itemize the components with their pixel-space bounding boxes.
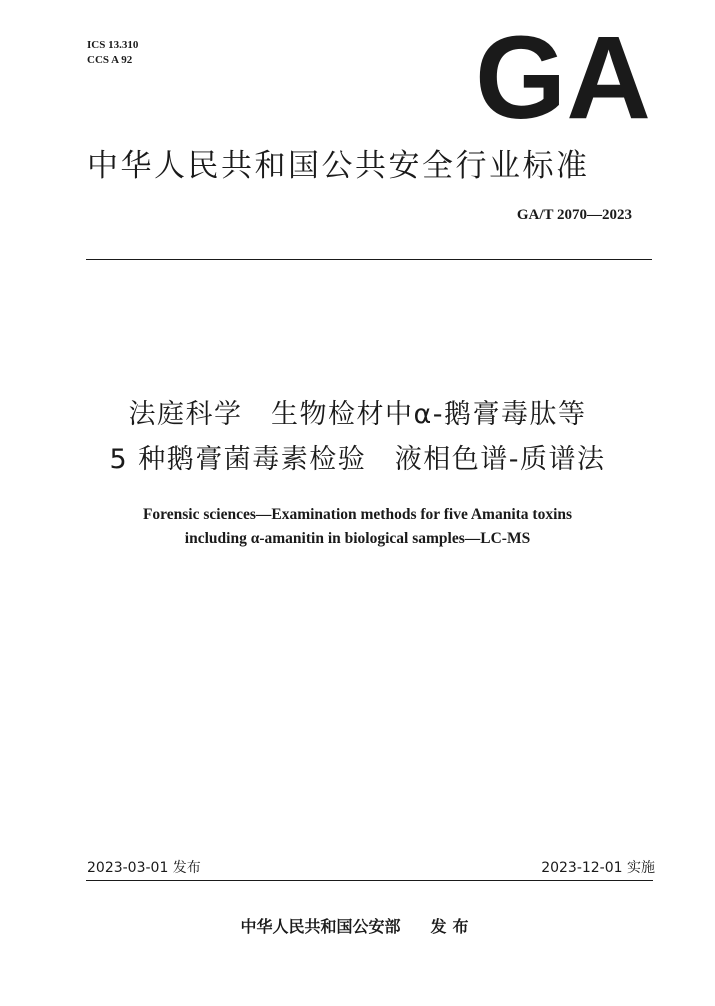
chinese-title-line-2: 5 种鹅膏菌毒素检验 液相色谱-质谱法 bbox=[109, 444, 606, 475]
ga-logo bbox=[474, 26, 652, 122]
publish-date: 2023-03-01 发布 bbox=[87, 860, 201, 876]
issuer-name: 中华人民共和国公安部 bbox=[240, 917, 401, 936]
standard-number: GA/T 2070—2023 bbox=[516, 207, 632, 223]
top-divider bbox=[86, 259, 652, 260]
english-title-line-1: Forensic sciences—Examination methods for five Amanita toxins bbox=[142, 506, 573, 523]
english-title-line-2: including α-amanitin in biological samples—LC-MS bbox=[184, 530, 531, 547]
english-title bbox=[0, 503, 715, 551]
issue-word: 发布 bbox=[430, 917, 475, 936]
bottom-divider bbox=[86, 880, 653, 881]
chinese-title-line-1: 法庭科学 生物检材中α-鹅膏毒肽等 bbox=[128, 399, 587, 430]
ccs-code: CCS A 92 bbox=[87, 54, 133, 66]
classification-codes bbox=[87, 38, 138, 68]
chinese-title bbox=[0, 392, 715, 482]
ics-code: ICS 13.310 bbox=[87, 39, 139, 51]
logo-text: GA bbox=[475, 26, 651, 122]
issuer-line bbox=[0, 914, 715, 937]
implement-date: 2023-12-01 实施 bbox=[541, 860, 655, 876]
org-title: 中华人民共和国公共安全行业标准 bbox=[87, 148, 590, 184]
